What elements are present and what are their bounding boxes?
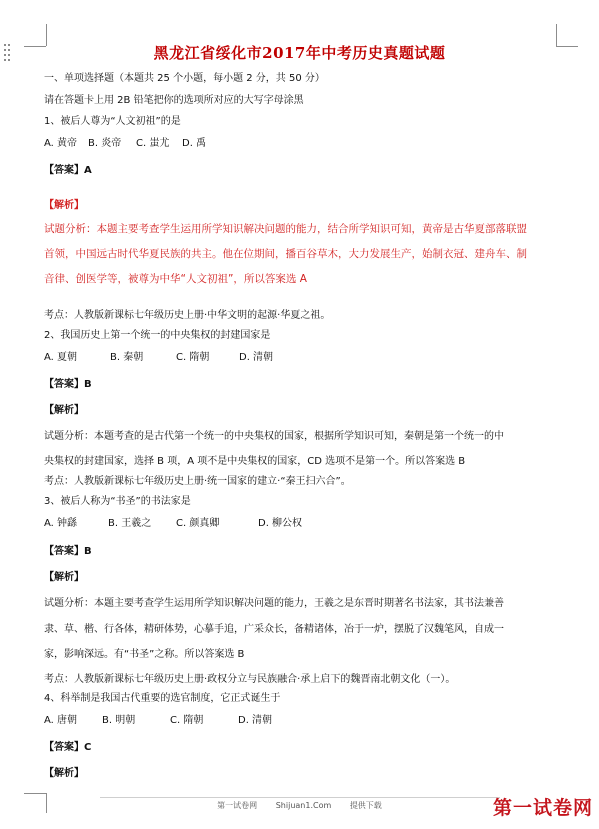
footer-site-url[interactable]: Shijuan1.Com bbox=[275, 801, 332, 810]
question-stem: 4、科举制是我国古代重要的选官制度，它正式诞生于 bbox=[44, 693, 281, 704]
analysis-text: 首领，中国远古时代华夏民族的共主。他在位期间，播百谷草木，大力发展生产，始制衣冠、建舟车、制 bbox=[44, 248, 527, 260]
footer-download-text: 提供下载 bbox=[349, 801, 382, 810]
crop-mark-bottom-left-h bbox=[24, 793, 46, 794]
option: B. 王羲之 bbox=[108, 518, 152, 529]
analysis-text: 音律、创医学等，被尊为中华“人文初祖”，所以答案选 A bbox=[44, 273, 307, 285]
footer-site-name: 第一试卷网 bbox=[217, 801, 258, 810]
brand-watermark: 第一试卷网 bbox=[492, 797, 593, 819]
footer-divider bbox=[100, 797, 500, 798]
section-heading: 一、单项选择题（本题共 25 个小题，每小题 2 分，共 50 分） bbox=[44, 73, 325, 84]
analysis-text: 试题分析：本题主要考查学生运用所学知识解决问题的能力，王羲之是东晋时期著名书法家，其书法兼善 bbox=[44, 598, 504, 609]
answer-label: 【答案】C bbox=[44, 742, 92, 753]
knowledge-point: 考点：人教版新课标七年级历史上册·中华文明的起源·华夏之祖。 bbox=[44, 310, 331, 321]
analysis-text: 试题分析：本题主要考查学生运用所学知识解决问题的能力，结合所学知识可知，黄帝是古华夏部落联盟 bbox=[44, 223, 527, 235]
knowledge-point: 考点：人教版新课标七年级历史上册·政权分立与民族融合·承上启下的魏晋南北朝文化（一）。 bbox=[44, 674, 456, 685]
option: C. 隋朝 bbox=[176, 352, 210, 363]
option: D. 柳公权 bbox=[258, 518, 303, 529]
option: A. 黄帝 bbox=[44, 138, 78, 149]
question-stem: 1、被后人尊为“人文初祖”的是 bbox=[44, 116, 181, 127]
question-stem: 3、被后人称为“书圣”的书法家是 bbox=[44, 496, 191, 507]
option: A. 唐朝 bbox=[44, 715, 78, 726]
analysis-text: 家，影响深远。有“书圣”之称。所以答案选 B bbox=[44, 649, 245, 660]
option: C. 颜真卿 bbox=[176, 518, 220, 529]
option: D. 禹 bbox=[182, 138, 207, 149]
option: A. 钟繇 bbox=[44, 518, 78, 529]
analysis-label: 【解析】 bbox=[44, 572, 84, 583]
answer-label: 【答案】A bbox=[44, 165, 92, 176]
option: C. 隋朝 bbox=[170, 715, 204, 726]
knowledge-point: 考点：人教版新课标七年级历史上册·统一国家的建立·“秦王扫六合”。 bbox=[44, 476, 351, 487]
option: C. 蚩尤 bbox=[136, 138, 170, 149]
option: A. 夏朝 bbox=[44, 352, 78, 363]
analysis-label: 【解析】 bbox=[44, 768, 84, 779]
answer-label: 【答案】B bbox=[44, 379, 92, 390]
analysis-text: 隶、草、楷、行各体，精研体势，心摹手追，广采众长，备精诸体，冶于一炉，摆脱了汉魏笔风，自成一 bbox=[44, 624, 504, 635]
analysis-text: 试题分析：本题考查的是古代第一个统一的中央集权的国家，根据所学知识可知，秦朝是第一个统一的中 bbox=[44, 431, 504, 442]
analysis-text: 央集权的封建国家，选择 B 项，A 项不是中央集权的国家，CD 选项不是第一个。所以答案选 B bbox=[44, 456, 466, 467]
option: B. 炎帝 bbox=[88, 138, 122, 149]
analysis-label: 【解析】 bbox=[44, 405, 84, 416]
document-title: 黑龙江省绥化市2017年中考历史真题试题 bbox=[153, 44, 446, 62]
option: D. 清朝 bbox=[238, 715, 273, 726]
question-stem: 2、我国历史上第一个统一的中央集权的封建国家是 bbox=[44, 330, 271, 341]
answer-label: 【答案】B bbox=[44, 546, 92, 557]
option: B. 明朝 bbox=[102, 715, 136, 726]
instruction-text: 请在答题卡上用 2B 铅笔把你的选项所对应的大写字母涂黑 bbox=[44, 95, 304, 106]
analysis-label: 【解析】 bbox=[44, 200, 84, 211]
option: D. 清朝 bbox=[239, 352, 274, 363]
option: B. 秦朝 bbox=[110, 352, 144, 363]
